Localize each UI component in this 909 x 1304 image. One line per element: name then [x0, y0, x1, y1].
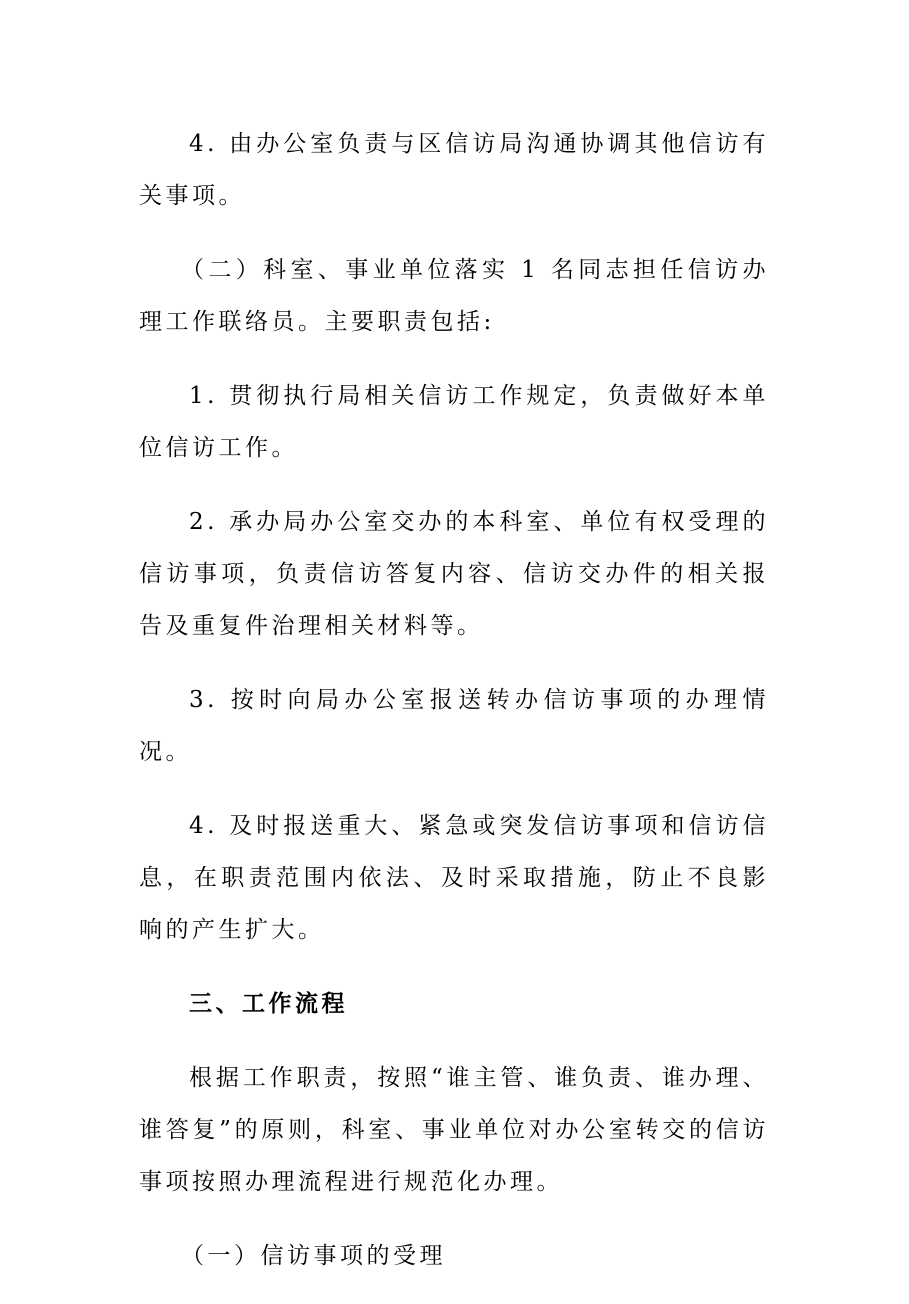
- paragraph-duty-3: 3. 按时向局办公室报送转办信访事项的办理情况。: [139, 687, 769, 765]
- paragraph-item-4-coordination: 4. 由办公室负责与区信访局沟通协调其他信访有关事项。: [139, 131, 769, 209]
- paragraph-duty-4: 4. 及时报送重大、紧急或突发信访事项和信访信息，在职责范围内依法、及时采取措施，防止不良影响的产生扩大。: [139, 813, 769, 943]
- section-heading-workflow: 三、工作流程: [189, 991, 348, 1017]
- paragraph-section-2-liaison: （二）科室、事业单位落实 1 名同志担任信访办理工作联络员。主要职责包括:: [139, 257, 769, 335]
- paragraph-duty-2: 2. 承办局办公室交办的本科室、单位有权受理的信访事项，负责信访答复内容、信访交办件的相关报告及重复件治理相关材料等。: [139, 509, 769, 639]
- paragraph-duty-1: 1. 贯彻执行局相关信访工作规定，负责做好本单位信访工作。: [139, 383, 769, 461]
- document-body: [139, 118, 769, 1304]
- paragraph-workflow-intro: 根据工作职责，按照“谁主管、谁负责、谁办理、谁答复”的原则，科室、事业单位对办公室转交的信访事项按照办理流程进行规范化办理。: [139, 1065, 769, 1195]
- paragraph-subsection-acceptance: （一）信访事项的受理: [181, 1243, 446, 1269]
